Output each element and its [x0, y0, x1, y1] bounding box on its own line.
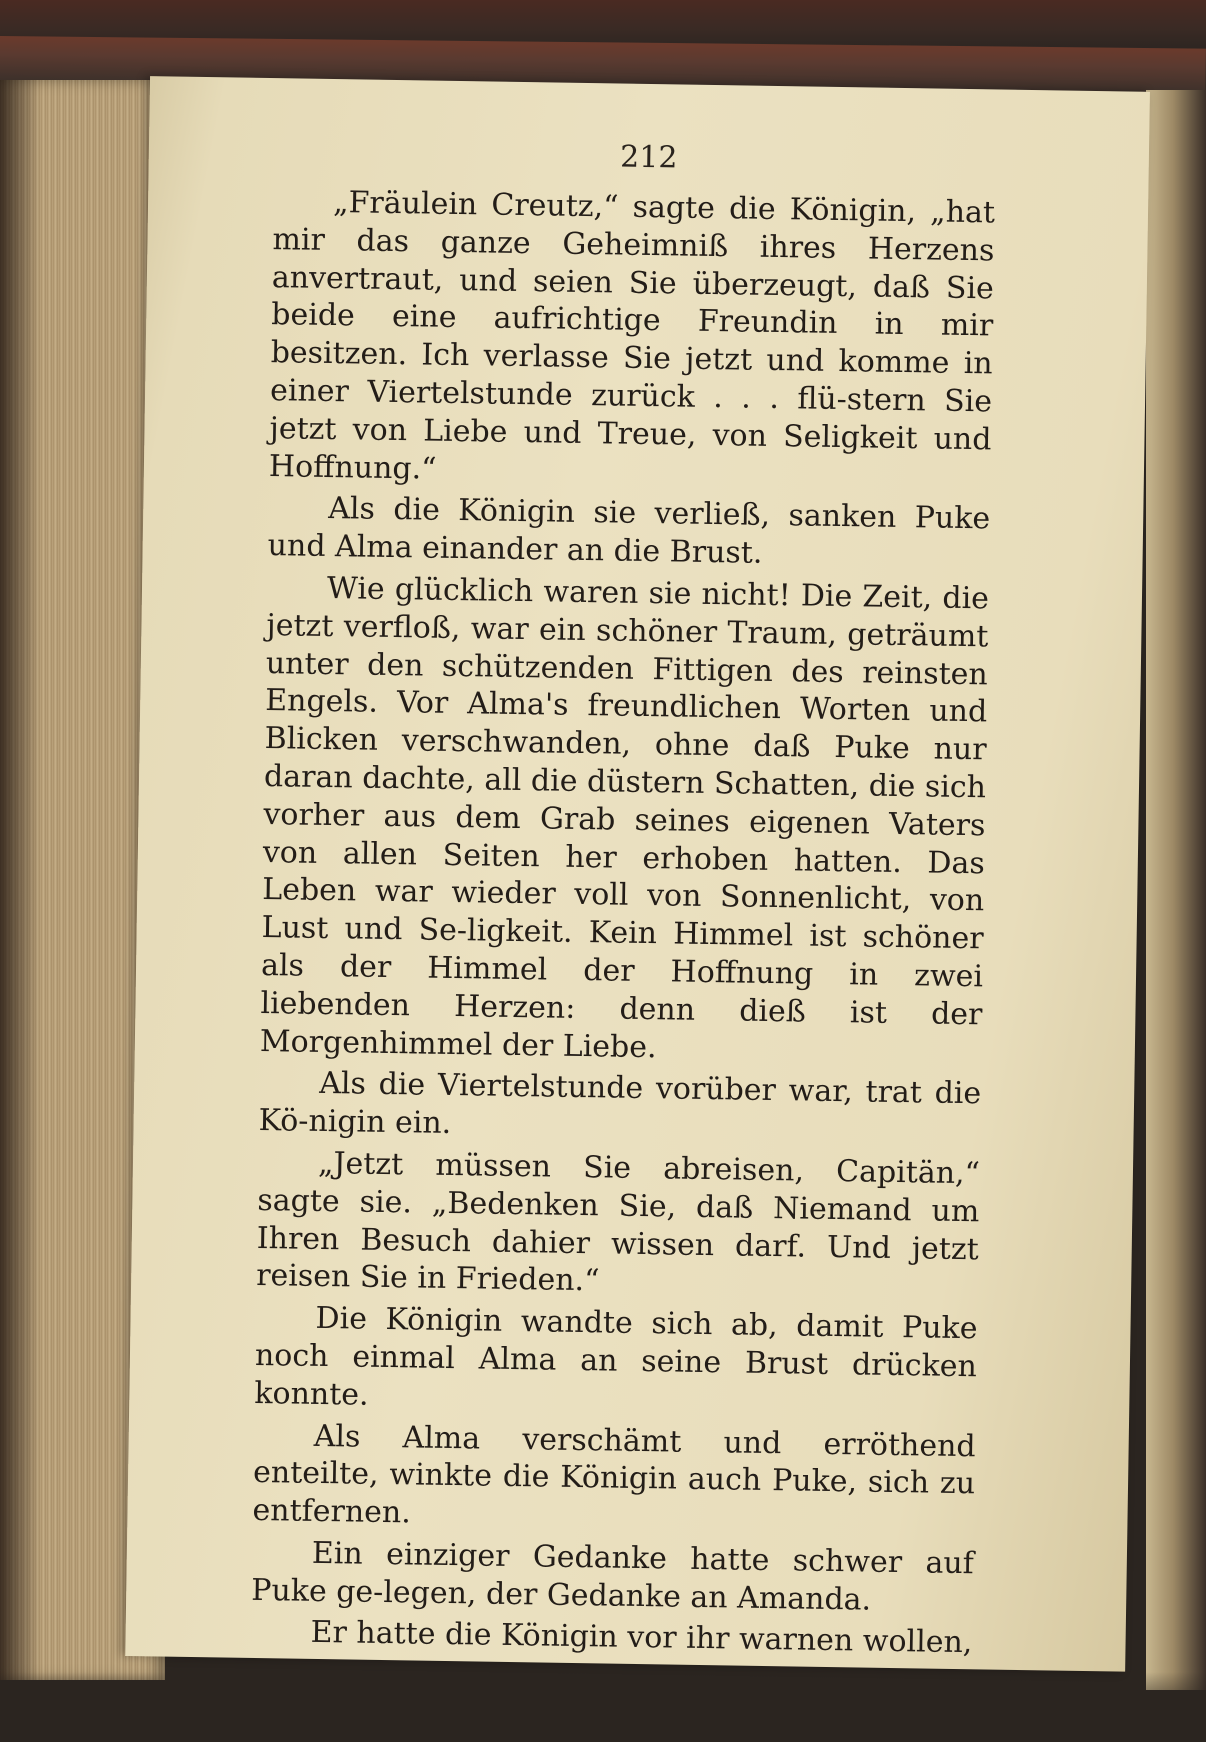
paragraph: Wie glücklich waren sie nicht! Die Zeit, die jetzt verfloß, war ein schöner Traum, geträumt unter den schützenden Fittigen des reinsten Engels. Vor Alma's freundlichen Worten und Blicken verschwanden, ohne daß Puke nur daran dachte, all die düstern Schatten, die sich vorher aus dem Grab seines eigenen Vaters von allen Seiten her erhoben hatten. Das Leben war wieder voll von Sonnenlicht, von Lust und Se-ligkeit. Kein Himmel ist schöner als der Himmel der Hoffnung in zwei liebenden Herzen: denn dieß ist der Morgenhimmel der Liebe.	[259, 570, 990, 1065]
page-stack-shadow	[0, 80, 40, 1680]
body-text	[250, 183, 995, 1666]
paragraph: Als Alma verschämt und erröthend enteilte, winkte die Königin auch Puke, sich zu entfernen.	[252, 1418, 976, 1531]
paragraph: Ein einziger Gedanke hatte schwer auf Puke ge-legen, der Gedanke an Amanda.	[251, 1535, 975, 1618]
right-page-edge	[1146, 90, 1206, 1690]
background-bottom	[0, 1672, 1206, 1742]
book-page	[125, 76, 1150, 1672]
paragraph: „Jetzt müssen Sie abreisen, Capitän,“ sagte sie. „Bedenken Sie, daß Niemand um Ihren Besuch dahier wissen darf. Und jetzt reisen Sie in Frieden.“	[255, 1145, 981, 1299]
paragraph: Als die Königin sie verließ, sanken Puke und Alma einander an die Brust.	[267, 491, 991, 571]
paragraph: Er hatte die Königin vor ihr warnen wollen,	[310, 1615, 973, 1661]
page-number: 212	[619, 139, 678, 176]
paragraph: Als die Viertelstunde vorüber war, trat die Kö-nigin ein.	[258, 1066, 982, 1142]
paragraph: „Fräulein Creutz,“ sagte die Königin, „hat mir das ganze Geheimniß ihres Herzens anvertraut, und seien Sie überzeugt, daß Sie beide eine aufrichtige Freundin in mir besitzen. Ich verlasse Sie jetzt und komme in einer Viertelstunde zurück . . . flü-stern Sie jetzt von Liebe und Treue, von Seligkeit und Hoffnung.“	[268, 185, 996, 487]
paragraph: Die Königin wandte sich ab, damit Puke noch einmal Alma an seine Brust drücken konnte.	[254, 1301, 978, 1413]
